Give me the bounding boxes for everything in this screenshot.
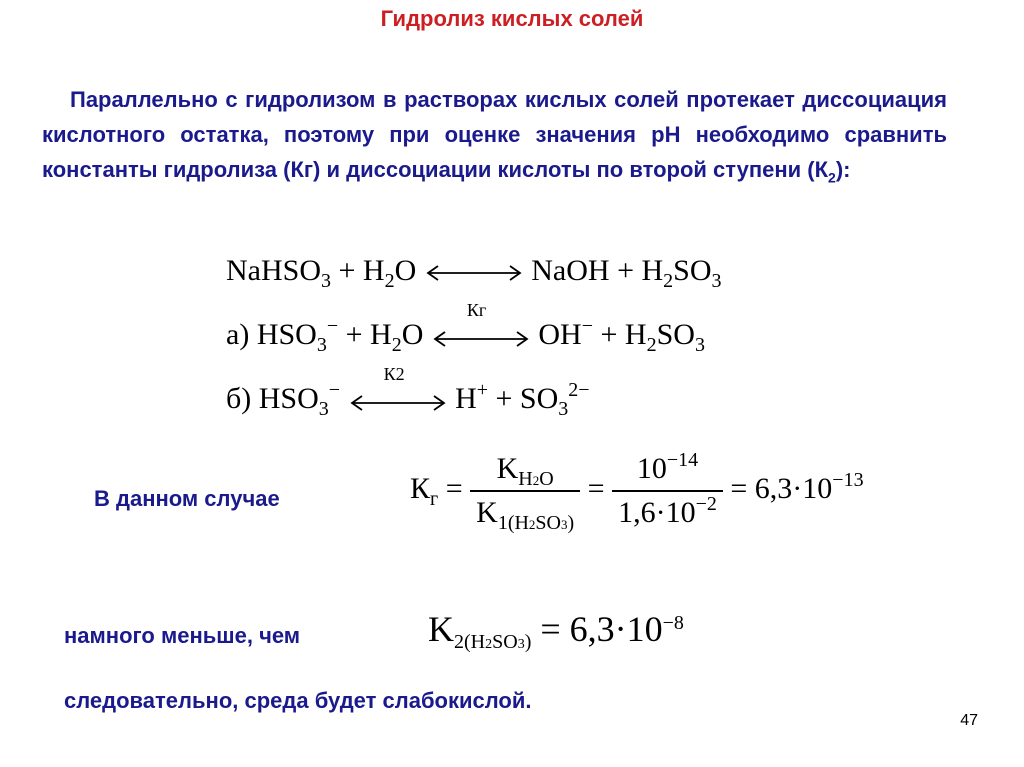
eq3-prefix: б) — [226, 382, 252, 415]
equation-2: а) $HSO_3^- + H_2O$ Кг $OH^- + H_2SO_3$ — [226, 300, 705, 356]
intro-paragraph — [42, 82, 947, 195]
eq3-arrow-label: К2 — [383, 364, 405, 385]
paragraph-end: ): — [835, 157, 851, 182]
fraction-2: $\frac{10^{-14}}{1,6\cdot 10^{-2}}$ — [612, 452, 723, 530]
paragraph-subscript: 2 — [828, 169, 836, 186]
page-number: 47 — [960, 712, 978, 729]
eq2-arrow-label: Кг — [466, 300, 487, 321]
double-arrow-icon — [348, 393, 448, 413]
paragraph-text: Параллельно с гидролизом в растворах кислых солей протекает диссоциация кислотного остатка, поэтому при оценке значения рН необходимо сравнить константы гидролиза (Кг) и диссоциации кислоты по второй ступени (К — [42, 87, 947, 182]
kg-formula: $К_г$ = $\frac{K_{H2O}}{K_{1(H2SO3)}}$ = $\frac{10^{-14}}{1,6\cdot 10^{-2}}$ = $6,3\cdot 10^{-13}$ — [410, 449, 864, 534]
case-label: В данном случае — [94, 486, 280, 511]
eq2-prefix: а) — [226, 318, 250, 351]
double-arrow-icon — [431, 329, 531, 349]
equation-1: NaHSO$_3$ + $H_2O$ NaOH + $H_2SO_3$ — [226, 254, 722, 292]
slide-title: Гидролиз кислых солей — [380, 6, 644, 31]
double-arrow-icon — [424, 263, 524, 283]
equation-3: б) $HSO_3^-$ К2 $H^+ + SO_3^{2-}$ — [226, 364, 590, 420]
comparison-label: намного меньше, чем — [64, 623, 301, 648]
k2-formula: $K_{2(H2SO3)} = 6,3\cdot 10^{-8}$ — [428, 609, 684, 653]
fraction-1: $\frac{K_{H2O}}{K_{1(H2SO3)}}$ — [470, 452, 580, 530]
conclusion-text: следовательно, среда будет слабокислой. — [64, 688, 532, 713]
